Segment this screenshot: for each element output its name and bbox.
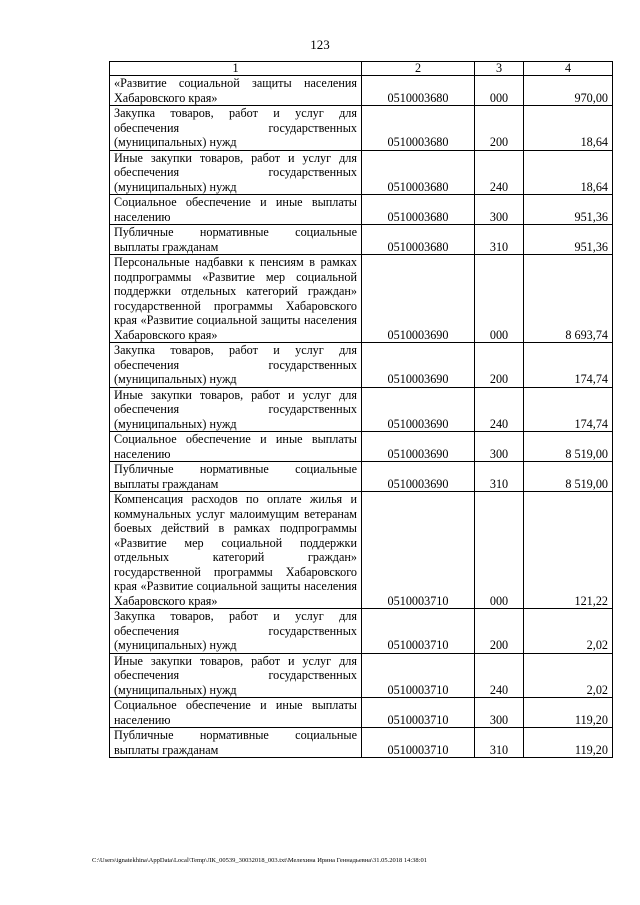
row-name-cell: Закупка товаров, работ и услуг для обеспечения государственных (муниципальных) нужд: [110, 343, 362, 388]
row-code-cell: 0510003680: [362, 195, 475, 225]
row-name-cell: Персональные надбавки к пенсиям в рамках подпрограммы «Развитие мер социальной поддержки отдельных категорий граждан» государственной программы Хабаровского края «Развитие социальной защиты населения Хабаровского края»: [110, 255, 362, 343]
table-body: [110, 76, 613, 758]
row-sum-cell: 119,20: [524, 698, 613, 728]
footer-file-path: C:\Users\ignatekhina\AppData\Local\Temp\ЛК_00539_30032018_003.txt\Мелехина Ирина Геннадьевна\31.05.2018 14:38:01: [92, 857, 427, 864]
row-name-cell: Публичные нормативные социальные выплаты гражданам: [110, 462, 362, 492]
row-sum-cell: 121,22: [524, 492, 613, 609]
row-code-cell: 0510003680: [362, 150, 475, 195]
row-type-cell: 240: [475, 387, 524, 432]
header-cell-2: 2: [362, 62, 475, 76]
row-sum-cell: 18,64: [524, 150, 613, 195]
table-row: [110, 492, 613, 609]
row-type-cell: 310: [475, 225, 524, 255]
table-row: [110, 728, 613, 758]
table-row: [110, 150, 613, 195]
row-code-cell: 0510003680: [362, 76, 475, 106]
row-code-cell: 0510003710: [362, 492, 475, 609]
header-cell-3: 3: [475, 62, 524, 76]
row-name-cell: Закупка товаров, работ и услуг для обеспечения государственных (муниципальных) нужд: [110, 106, 362, 151]
table-row: [110, 343, 613, 388]
row-name-cell: Компенсация расходов по оплате жилья и коммунальных услуг малоимущим ветеранам боевых действий в рамках подпрограммы «Развитие мер социальной поддержки отдельных категорий граждан» государственной программы Хабаровского края «Развитие социальной защиты населения Хабаровского края»: [110, 492, 362, 609]
header-cell-4: 4: [524, 62, 613, 76]
row-name-cell: Иные закупки товаров, работ и услуг для обеспечения государственных (муниципальных) нужд: [110, 387, 362, 432]
row-sum-cell: 18,64: [524, 106, 613, 151]
row-type-cell: 200: [475, 343, 524, 388]
page-number: 123: [310, 37, 330, 52]
table-row: [110, 76, 613, 106]
row-code-cell: 0510003680: [362, 225, 475, 255]
row-code-cell: 0510003690: [362, 343, 475, 388]
row-code-cell: 0510003710: [362, 609, 475, 654]
row-sum-cell: 2,02: [524, 609, 613, 654]
row-type-cell: 000: [475, 76, 524, 106]
row-type-cell: 200: [475, 106, 524, 151]
row-name-cell: Иные закупки товаров, работ и услуг для обеспечения государственных (муниципальных) нужд: [110, 653, 362, 698]
row-type-cell: 300: [475, 698, 524, 728]
row-code-cell: 0510003710: [362, 698, 475, 728]
row-sum-cell: 8 519,00: [524, 432, 613, 462]
row-type-cell: 240: [475, 653, 524, 698]
row-sum-cell: 951,36: [524, 225, 613, 255]
header-cell-1: 1: [110, 62, 362, 76]
row-name-cell: «Развитие социальной защиты населения Хабаровского края»: [110, 76, 362, 106]
table-row: [110, 653, 613, 698]
table-row: [110, 698, 613, 728]
table-header: [110, 62, 613, 76]
row-sum-cell: 8 519,00: [524, 462, 613, 492]
row-sum-cell: 119,20: [524, 728, 613, 758]
row-name-cell: Социальное обеспечение и иные выплаты населению: [110, 195, 362, 225]
row-name-cell: Закупка товаров, работ и услуг для обеспечения государственных (муниципальных) нужд: [110, 609, 362, 654]
row-type-cell: 300: [475, 195, 524, 225]
row-sum-cell: 2,02: [524, 653, 613, 698]
table-row: [110, 387, 613, 432]
row-name-cell: Иные закупки товаров, работ и услуг для обеспечения государственных (муниципальных) нужд: [110, 150, 362, 195]
row-code-cell: 0510003680: [362, 106, 475, 151]
row-type-cell: 310: [475, 728, 524, 758]
row-type-cell: 000: [475, 255, 524, 343]
row-name-cell: Социальное обеспечение и иные выплаты населению: [110, 432, 362, 462]
row-sum-cell: 174,74: [524, 387, 613, 432]
row-type-cell: 310: [475, 462, 524, 492]
table-row: [110, 195, 613, 225]
table-row: [110, 106, 613, 151]
row-type-cell: 000: [475, 492, 524, 609]
row-code-cell: 0510003710: [362, 728, 475, 758]
row-name-cell: Социальное обеспечение и иные выплаты населению: [110, 698, 362, 728]
row-type-cell: 200: [475, 609, 524, 654]
row-sum-cell: 8 693,74: [524, 255, 613, 343]
table-row: [110, 225, 613, 255]
row-type-cell: 240: [475, 150, 524, 195]
row-sum-cell: 951,36: [524, 195, 613, 225]
row-name-cell: Публичные нормативные социальные выплаты гражданам: [110, 225, 362, 255]
table-row: [110, 432, 613, 462]
budget-table: [109, 61, 613, 758]
row-name-cell: Публичные нормативные социальные выплаты гражданам: [110, 728, 362, 758]
row-code-cell: 0510003690: [362, 432, 475, 462]
row-sum-cell: 970,00: [524, 76, 613, 106]
table-row: [110, 255, 613, 343]
table-row: [110, 609, 613, 654]
row-type-cell: 300: [475, 432, 524, 462]
row-code-cell: 0510003690: [362, 255, 475, 343]
row-sum-cell: 174,74: [524, 343, 613, 388]
row-code-cell: 0510003690: [362, 462, 475, 492]
table-row: [110, 462, 613, 492]
row-code-cell: 0510003710: [362, 653, 475, 698]
row-code-cell: 0510003690: [362, 387, 475, 432]
